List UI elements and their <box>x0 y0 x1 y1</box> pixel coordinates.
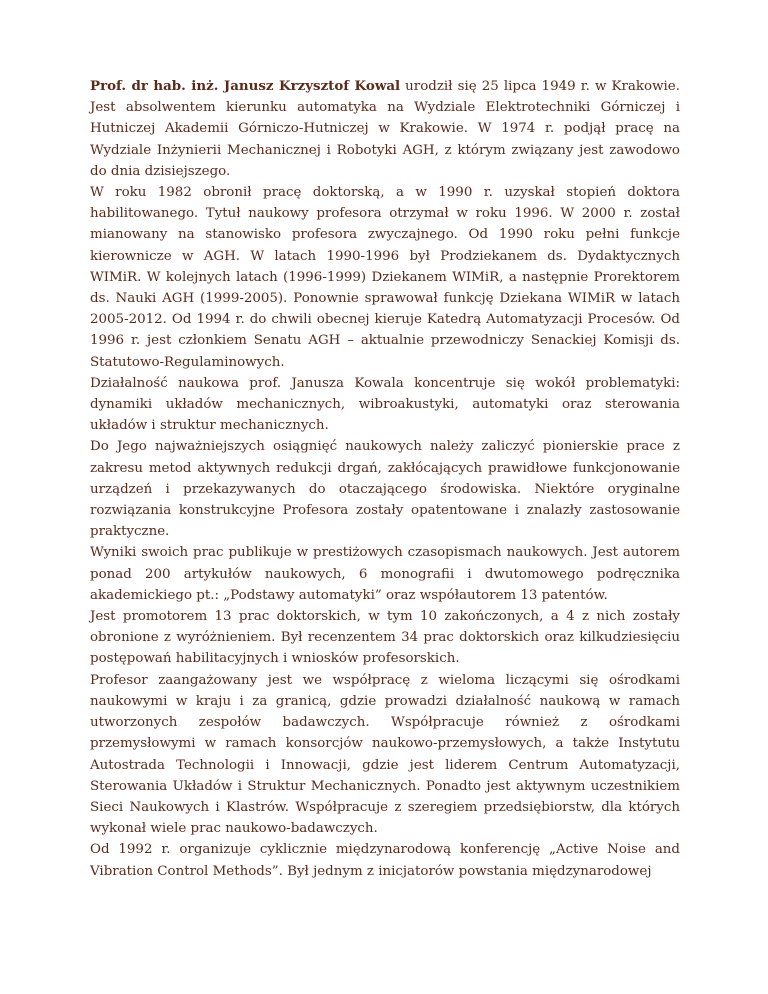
paragraph-degrees-and-positions: W roku 1982 obronił pracę doktorską, a w 1990 r. uzyskał stopień doktora habilitowanego. Tytuł naukowy profesora otrzymał w roku 1996. W 2000 r. został mianowany na stanowisko profesora zwyczajnego. Od 1990 roku pełni funkcje kierownicze w AGH. W latach 1990-1996 był Prodziekanem ds. Dydaktycznych WIMiR. W kolejnych latach (1996-1999) Dziekanem WIMiR, a następnie Prorektorem ds. Nauki AGH (1999-2005). Ponownie sprawował funkcję Dziekana WIMiR w latach 2005-2012. Od 1994 r. do chwili obecnej kieruje Katedrą Automatyzacji Procesów. Od 1996 r. jest członkiem Senatu AGH – aktualnie przewodniczy Senackiej Komisji ds. Statutowo-Regulaminowych. <box>90 185 680 370</box>
paragraph-conference: Od 1992 r. organizuje cyklicznie międzynarodową konferencję „Active Noise and Vibration Control Methods”. Był jednym z inicjatorów powstania międzynarodowej <box>90 842 680 879</box>
paragraph-publications: Wyniki swoich prac publikuje w prestiżowych czasopismach naukowych. Jest autorem ponad 200 artykułów naukowych, 6 monografii i dwutomowego podręcznika akademickiego pt.: „Podstawy automatyki” oraz współautorem 13 patentów. <box>90 545 680 603</box>
intro-text: urodził się 25 lipca 1949 r. w Krakowie. Jest absolwentem kierunku automatyka na Wydziale Elektrotechniki Górniczej i Hutniczej Akademii Górniczo-Hutniczej w Krakowie. W 1974 r. podjął pracę na Wydziale Inżynierii Mechanicznej i Robotyki AGH, z którym związany jest zawodowo do dnia dzisiejszego. <box>90 79 680 179</box>
paragraph-achievements: Do Jego najważniejszych osiągnięć naukowych należy zaliczyć pionierskie prace z zakresu metod aktywnych redukcji drgań, zakłócających prawidłowe funkcjonowanie urządzeń i przekazywanych do otaczającego środowiska. Niektóre oryginalne rozwiązania konstrukcyjne Profesora zostały opatentowane i znalazły zastosowanie praktyczne. <box>90 439 680 540</box>
document-page <box>90 76 680 882</box>
paragraph-cooperation: Profesor zaangażowany jest we współpracę z wieloma liczącymi się ośrodkami naukowymi w kraju i za granicą, gdzie prowadzi działalność naukową w ramach utworzonych zespołów badawczych. Współpracuje również z ośrodkami przemysłowymi w ramach konsorcjów naukowo-przemysłowych, a także Instytutu Autostrada Technologii i Innowacji, gdzie jest liderem Centrum Automatyzacji, Sterowania Układów i Struktur Mechanicznych. Ponadto jest aktywnym uczestnikiem Sieci Naukowych i Klastrów. Współpracuje z szeregiem przedsiębiorstw, dla których wykonał wiele prac naukowo-badawczych. <box>90 672 680 837</box>
paragraph-research-areas: Działalność naukowa prof. Janusza Kowala koncentruje się wokół problematyki: dynamiki układów mechanicznych, wibroakustyki, automatyki oraz sterowania układów i struktur mechanicznych. <box>90 375 680 434</box>
paragraph-supervision: Jest promotorem 13 prac doktorskich, w tym 10 zakończonych, a 4 z nich zostały obronione z wyróżnieniem. Był recenzentem 34 prac doktorskich oraz kilkudziesięciu postępowań habilitacyjnych i wniosków profesorskich. <box>90 609 680 667</box>
intro-paragraph <box>90 76 680 182</box>
author-name: Prof. dr hab. inż. Janusz Krzysztof Kowal <box>90 78 401 94</box>
